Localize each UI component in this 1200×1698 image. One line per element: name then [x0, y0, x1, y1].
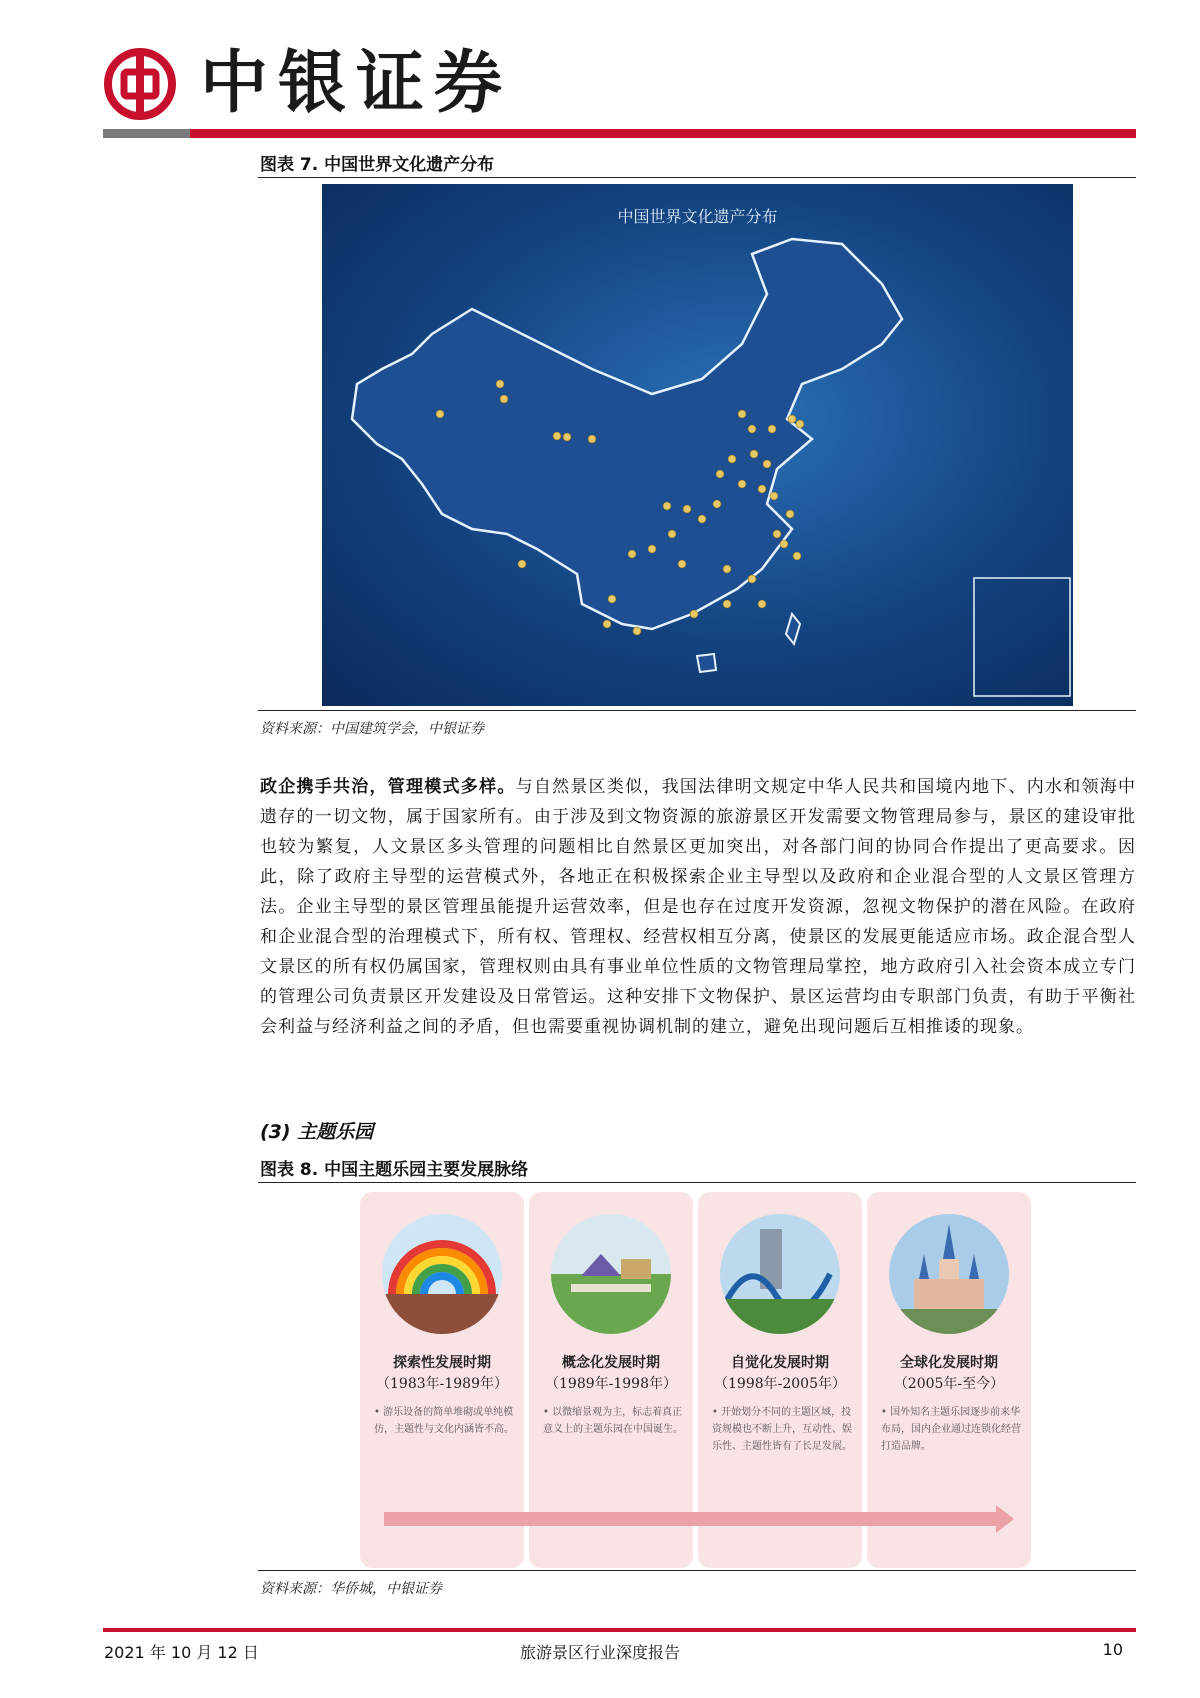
- china-map-graphic: [322, 184, 1073, 706]
- paragraph-body: 与自然景区类似，我国法律明文规定中华人民共和国境内地下、内水和领海中遗存的一切文物，属于国家所有。由于涉及到文物资源的旅游景区开发需要文物管理局参与，景区的建设审批也较为繁复，人文景区多头管理的问题相比自然景区更加突出，对各部门间的协同合作提出了更高要求。因此，除了政府主导型的运营模式外，各地正在积极探索企业主导型以及政府和企业混合型的人文景区管理方法。企业主导型的景区管理虽能提升运营效率，但是也存在过度开发资源，忽视文物保护的潜在风险。在政府和企业混合型的治理模式下，所有权、管理权、经营权相互分离，使景区的发展更能适应市场。政企混合型人文景区的所有权仍属国家，管理权则由具有事业单位性质的文物管理局掌控，地方政府引入社会资本成立专门的管理公司负责景区开发建设及日常管运。这种安排下文物保护、景区运营均由专职部门负责，有助于平衡社会利益与经济利益之间的矛盾，但也需要重视协调机制的建立，避免出现问题后互相推诿的现象。: [260, 777, 1137, 1037]
- caption-rule: [258, 1182, 1136, 1183]
- phase-years: （2005年-至今）: [893, 1376, 1005, 1392]
- timeline-arrow: [384, 1512, 998, 1526]
- phase-title: 自觉化发展时期: [731, 1355, 829, 1371]
- caption-rule: [258, 177, 1136, 178]
- figure-bottom-rule: [258, 710, 1136, 711]
- phase-photo-rollercoaster: [720, 1214, 840, 1334]
- page-number: 10: [1102, 1640, 1123, 1659]
- china-outline: [352, 239, 902, 629]
- hainan-island: [697, 654, 716, 672]
- phase-description: • 以微缩景观为主，标志着真正意义上的主题乐园在中国诞生。: [543, 1407, 683, 1435]
- header-rule-accent: [190, 129, 1136, 138]
- phase-years: （1983年-1989年）: [376, 1376, 508, 1392]
- phase-description: • 国外知名主题乐园逐步前来华布局，国内企业通过连锁化经营打造品牌。: [881, 1407, 1021, 1452]
- figure8-caption: 图表 8. 中国主题乐园主要发展脉络: [260, 1160, 529, 1180]
- phase-title: 全球化发展时期: [900, 1355, 998, 1371]
- brand-name: 中银证券: [200, 44, 513, 123]
- paragraph-lead: 政企携手共治，管理模式多样。: [260, 777, 516, 797]
- map-title: 中国世界文化遗产分布: [617, 207, 778, 226]
- figure7-caption: 图表 7. 中国世界文化遗产分布: [260, 155, 495, 175]
- bank-of-china-logo: [104, 48, 176, 120]
- body-paragraph: [260, 772, 1136, 1042]
- timeline-arrow-head: [996, 1505, 1014, 1533]
- figure8-source: 资料来源：华侨城，中银证券: [260, 1581, 442, 1597]
- phase-title: 概念化发展时期: [562, 1355, 660, 1371]
- phase-title: 探索性发展时期: [393, 1355, 491, 1371]
- phase-photo-rainbow: [382, 1214, 502, 1334]
- figure7-source: 资料来源：中国建筑学会，中银证券: [260, 721, 484, 737]
- theme-park-timeline: [360, 1192, 1032, 1568]
- footer-rule: [103, 1628, 1136, 1632]
- footer-title: 旅游景区行业深度报告: [519, 1643, 680, 1662]
- header-rule: [103, 129, 190, 138]
- phase-description: • 开始划分不同的主题区域，投资规模也不断上升，互动性、娱乐性、主题性皆有了长足发展。: [712, 1407, 852, 1452]
- south-sea-inset: [974, 578, 1070, 696]
- taiwan-island: [786, 614, 800, 644]
- figure-bottom-rule: [258, 1570, 1136, 1571]
- phase-photo-miniature: [551, 1214, 671, 1334]
- phase-years: （1989年-1998年）: [545, 1376, 677, 1392]
- section-heading: (3) 主题乐园: [260, 1121, 374, 1143]
- phase-years: （1998年-2005年）: [714, 1376, 846, 1392]
- heritage-map: [322, 184, 1073, 706]
- footer-date: 2021 年 10 月 12 日: [104, 1643, 259, 1662]
- phase-photo-castle: [889, 1214, 1009, 1334]
- phase-description: • 游乐设备的简单堆砌或单纯模仿，主题性与文化内涵皆不高。: [374, 1407, 514, 1435]
